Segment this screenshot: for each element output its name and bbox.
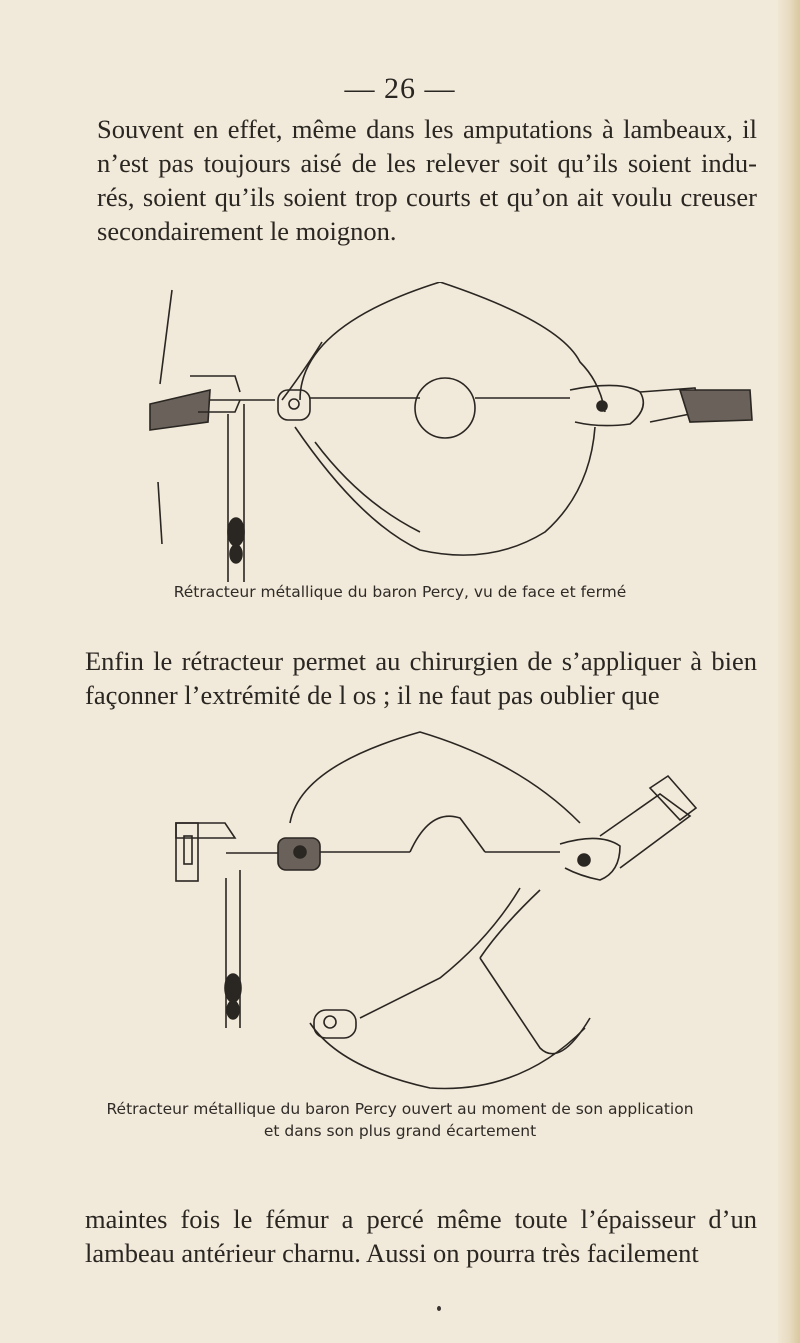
ink-speck — [437, 1306, 441, 1311]
paragraph-2: Enfin le rétracteur permet au chirurgien de s’appliquer à bien façonner l’extrémité de l os ; il ne faut pas oublier que — [85, 646, 757, 710]
figure-2-caption-line-1: Rétracteur métallique du baron Percy ouvert au moment de son application — [106, 1100, 694, 1118]
figure-1-caption: Rétracteur métallique du baron Percy, vu de face et fermé — [173, 583, 627, 601]
page-number: — 26 — — [344, 72, 456, 105]
figure-2-caption-line-2: et dans son plus grand écartement — [263, 1122, 537, 1140]
figure-1-retractor-closed — [0, 282, 800, 582]
paragraph-1: Souvent en effet, même dans les amputations à lambeaux, il n’est pas toujours aisé de les relever soit qu’ils soient indu- rés, soient qu’ils soient trop courts et qu’on ait voulu creuser secondairement le moignon. — [97, 114, 757, 246]
figure-2-caption — [0, 1098, 800, 1142]
paragraph-3: maintes fois le fémur a percé même toute l’épaisseur d’un lambeau antérieur charnu. Aussi on pourra très facilement — [85, 1204, 757, 1268]
figure-2-retractor-open — [0, 728, 800, 1098]
